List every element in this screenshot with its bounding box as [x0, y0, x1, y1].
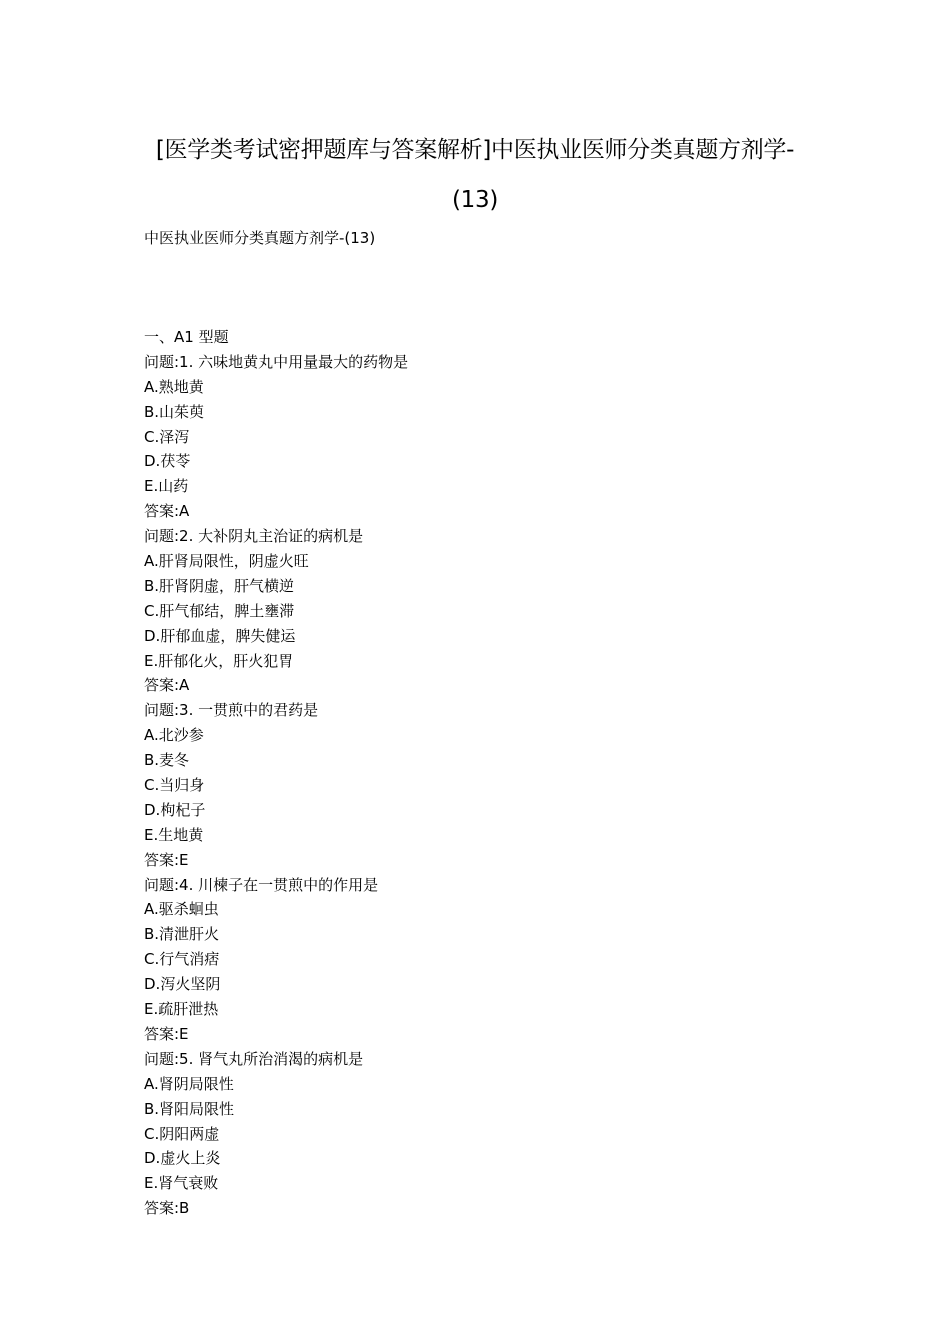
- section-heading: 一、A1 型题: [144, 328, 229, 346]
- option-e: E.肾气衰败: [144, 1174, 219, 1193]
- question-stem: 问题:5. 肾气丸所治消渴的病机是: [144, 1049, 364, 1068]
- question-block-4: [144, 873, 844, 1047]
- question-block-2: [144, 524, 844, 698]
- document-title-line-2: (13): [451, 187, 498, 213]
- question-block-1: [144, 350, 844, 524]
- option-d: D.虚火上炎: [144, 1149, 221, 1168]
- option-c: C.肝气郁结，脾土壅滞: [144, 601, 295, 620]
- question-stem: 问题:3. 一贯煎中的君药是: [144, 701, 319, 720]
- question-stem: 问题:1. 六味地黄丸中用量最大的药物是: [144, 352, 409, 371]
- option-d: D.枸杞子: [144, 800, 206, 819]
- option-c: C.行气消痞: [144, 950, 220, 969]
- option-a: A.驱杀蛔虫: [144, 900, 219, 919]
- document-subtitle: 中医执业医师分类真题方剂学-(13): [144, 229, 376, 247]
- option-a: A.肾阴局限性: [144, 1074, 234, 1093]
- option-b: B.清泄肝火: [144, 925, 220, 944]
- option-c: C.当归身: [144, 776, 205, 795]
- question-stem: 问题:2. 大补阴丸主治证的病机是: [144, 527, 364, 546]
- option-c: C.阴阳两虚: [144, 1124, 220, 1143]
- option-b: B.肾阳局限性: [144, 1099, 235, 1118]
- option-b: B.肝肾阴虚，肝气横逆: [144, 576, 295, 595]
- option-b: B.山茱萸: [144, 402, 205, 421]
- option-e: E.山药: [144, 477, 189, 496]
- question-stem: 问题:4. 川楝子在一贯煎中的作用是: [144, 875, 379, 894]
- option-a: A.肝肾局限性，阴虚火旺: [144, 552, 309, 571]
- question-block-5: [144, 1047, 844, 1221]
- answer-line: 答案:E: [144, 850, 189, 869]
- answer-line: 答案:A: [144, 502, 190, 521]
- answer-line: 答案:B: [144, 1199, 190, 1218]
- option-d: D.茯苓: [144, 452, 191, 471]
- option-e: E.肝郁化火，肝火犯胃: [144, 651, 294, 670]
- option-b: B.麦冬: [144, 751, 190, 770]
- option-c: C.泽泻: [144, 427, 190, 446]
- option-d: D.泻火坚阴: [144, 975, 221, 994]
- answer-line: 答案:E: [144, 1024, 189, 1043]
- option-a: A.北沙参: [144, 726, 204, 745]
- answer-line: 答案:A: [144, 676, 190, 695]
- document-title-line-1: [医学类考试密押题库与答案解析]中医执业医师分类真题方剂学-: [155, 137, 795, 163]
- option-a: A.熟地黄: [144, 377, 204, 396]
- question-block-3: [144, 698, 844, 872]
- option-e: E.生地黄: [144, 825, 204, 844]
- question-list: [144, 325, 844, 1221]
- option-d: D.肝郁血虚，脾失健运: [144, 626, 296, 645]
- option-e: E.疏肝泄热: [144, 1000, 219, 1019]
